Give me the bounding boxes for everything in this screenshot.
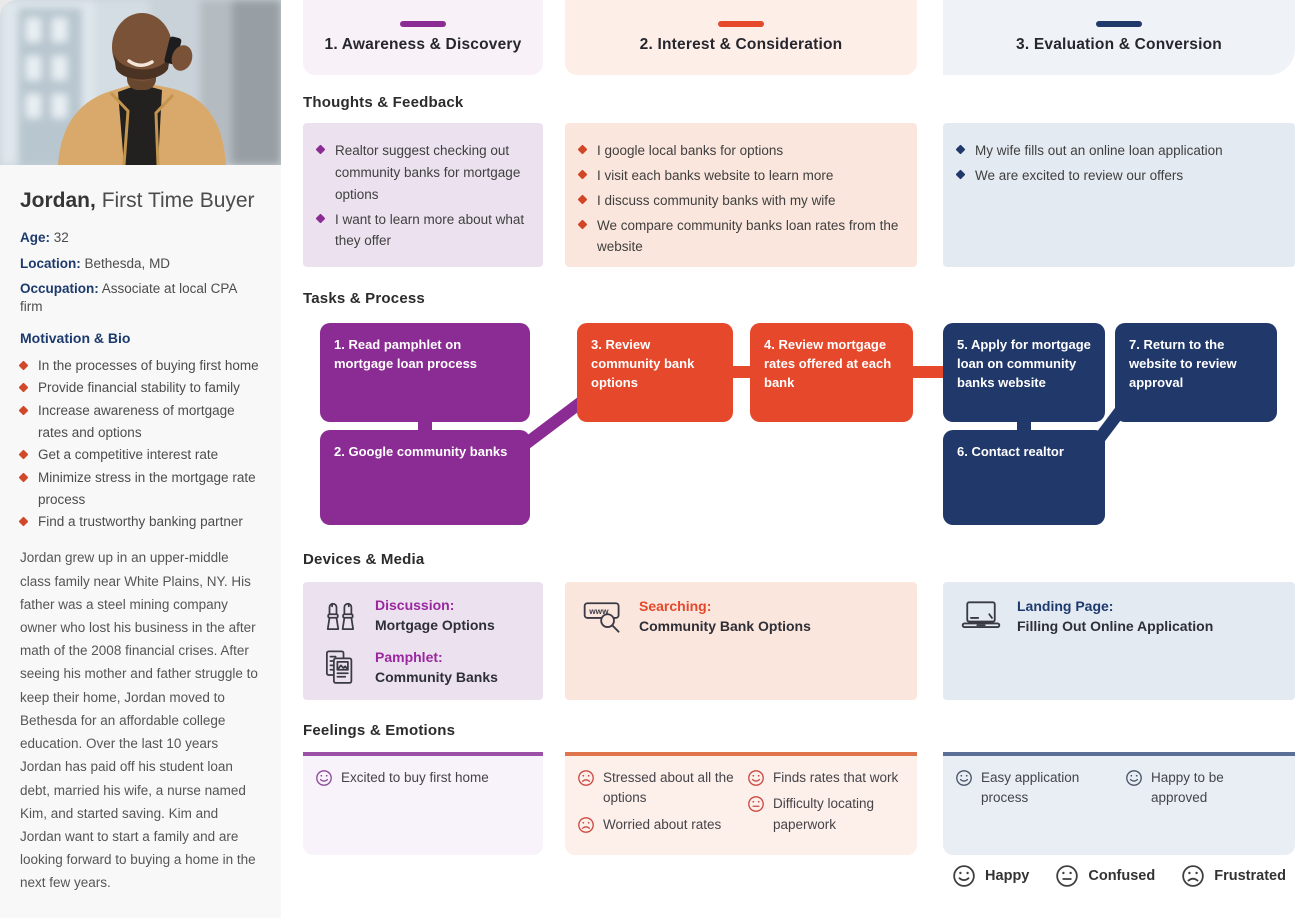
happy-face-icon bbox=[955, 769, 973, 787]
thought-text: My wife fills out an online loan application bbox=[975, 143, 1223, 158]
feelings-subcolumn bbox=[747, 768, 905, 835]
motivation-text: Get a competitive interest rate bbox=[38, 447, 219, 463]
feelings-columns bbox=[577, 768, 905, 835]
persona-details bbox=[0, 165, 281, 918]
stage-header-interest bbox=[565, 0, 917, 75]
motivation-item bbox=[20, 444, 261, 466]
thought-text: We are excited to review our offers bbox=[975, 167, 1184, 183]
stage-accent-bar bbox=[1096, 21, 1142, 27]
diamond-bullet-icon bbox=[316, 213, 326, 223]
motivation-item bbox=[20, 355, 261, 377]
task-connector-3-4 bbox=[731, 366, 752, 378]
motivation-text: In the processes of buying first home bbox=[38, 358, 259, 374]
legend-label: Happy bbox=[985, 868, 1030, 884]
diamond-bullet-icon bbox=[19, 472, 29, 482]
task-box-2: 2. Google community banks bbox=[320, 430, 530, 525]
thought-item bbox=[579, 215, 903, 259]
feelings-box-awareness bbox=[303, 752, 543, 855]
feelings-subcolumn bbox=[577, 768, 735, 835]
diamond-bullet-icon bbox=[19, 405, 29, 415]
feelings-subcolumn bbox=[1125, 768, 1283, 809]
thought-item bbox=[317, 209, 529, 253]
diamond-bullet-icon bbox=[19, 517, 29, 527]
diamond-bullet-icon bbox=[19, 450, 29, 460]
frustrated-face-icon bbox=[577, 816, 595, 834]
persona-photo bbox=[0, 0, 281, 165]
field-occupation-value: Associate at local CPA firm bbox=[20, 281, 237, 314]
discussion-icon bbox=[319, 595, 361, 637]
devices-box-awareness bbox=[303, 582, 543, 700]
device-subtitle: Community Banks bbox=[375, 669, 498, 685]
diamond-bullet-icon bbox=[316, 145, 326, 155]
thought-text: We compare community banks loan rates from the website bbox=[597, 217, 899, 255]
laptop-icon bbox=[959, 595, 1003, 639]
device-item-landing-page bbox=[959, 595, 1279, 639]
feeling-text: Excited to buy first home bbox=[341, 770, 489, 785]
emotion-legend bbox=[943, 864, 1295, 888]
confused-face-icon bbox=[1055, 864, 1079, 888]
device-title: Landing Page: bbox=[1017, 598, 1114, 615]
thought-item bbox=[957, 140, 1281, 162]
field-age bbox=[20, 229, 261, 247]
feeling-text: Stressed about all the options bbox=[603, 770, 734, 806]
feelings-box-evaluation bbox=[943, 752, 1295, 855]
stage-header-evaluation bbox=[943, 0, 1295, 75]
motivation-text: Provide financial stability to family bbox=[38, 380, 240, 396]
thoughts-box-awareness bbox=[303, 123, 543, 267]
diamond-bullet-icon bbox=[19, 383, 29, 393]
stage-accent-bar bbox=[400, 21, 446, 27]
legend-label: Confused bbox=[1088, 868, 1156, 884]
thought-item bbox=[579, 140, 903, 162]
thought-text: Realtor suggest checking out community banks for mortgage options bbox=[335, 143, 521, 202]
device-title: Searching: bbox=[639, 598, 712, 615]
thought-text: I discuss community banks with my wife bbox=[597, 192, 836, 208]
motivation-item bbox=[20, 511, 261, 533]
field-occupation bbox=[20, 280, 261, 315]
diamond-bullet-icon bbox=[578, 219, 588, 229]
device-subtitle: Mortgage Options bbox=[375, 617, 495, 633]
feeling-item bbox=[577, 815, 735, 835]
feeling-item bbox=[1125, 768, 1283, 809]
persona-sidebar bbox=[0, 0, 281, 918]
frustrated-face-icon bbox=[1181, 864, 1205, 888]
task-box-5: 5. Apply for mortgage loan on community banks website bbox=[943, 323, 1105, 422]
device-text bbox=[639, 597, 811, 636]
field-location-label: Location: bbox=[20, 255, 81, 271]
device-item-discussion bbox=[319, 595, 527, 637]
thoughts-box-interest bbox=[565, 123, 917, 267]
field-occupation-label: Occupation: bbox=[20, 281, 99, 297]
section-devices-heading: Devices & Media bbox=[303, 551, 425, 568]
confused-face-icon bbox=[747, 795, 765, 813]
section-thoughts-heading: Thoughts & Feedback bbox=[303, 94, 464, 111]
field-location-value: Bethesda, MD bbox=[84, 255, 171, 271]
task-box-4: 4. Review mortgage rates offered at each bank bbox=[750, 323, 913, 422]
feeling-item bbox=[747, 794, 905, 835]
feeling-text: Happy to be approved bbox=[1151, 770, 1224, 806]
field-location bbox=[20, 255, 261, 273]
feeling-item bbox=[955, 768, 1113, 809]
task-box-7: 7. Return to the website to review approval bbox=[1115, 323, 1277, 422]
diamond-bullet-icon bbox=[19, 361, 29, 371]
device-text bbox=[375, 648, 498, 687]
legend-item-confused bbox=[1055, 864, 1155, 888]
task-box-1: 1. Read pamphlet on mortgage loan process bbox=[320, 323, 530, 422]
diamond-bullet-icon bbox=[956, 169, 966, 179]
feeling-item bbox=[315, 768, 531, 788]
diamond-bullet-icon bbox=[578, 145, 588, 155]
device-text bbox=[1017, 597, 1213, 636]
motivation-item bbox=[20, 377, 261, 399]
persona-subtitle: First Time Buyer bbox=[95, 189, 255, 212]
thought-text: I want to learn more about what they offer bbox=[335, 211, 525, 249]
diamond-bullet-icon bbox=[578, 194, 588, 204]
stage-header-awareness bbox=[303, 0, 543, 75]
www-icon-text: www bbox=[589, 606, 609, 616]
devices-box-evaluation bbox=[943, 582, 1295, 700]
motivation-text: Minimize stress in the mortgage rate process bbox=[38, 469, 256, 507]
feeling-text: Difficulty locating paperwork bbox=[773, 796, 875, 832]
thoughts-box-evaluation bbox=[943, 123, 1295, 267]
task-box-3: 3. Review community bank options bbox=[577, 323, 733, 422]
device-text bbox=[375, 596, 495, 635]
feeling-item bbox=[577, 768, 735, 809]
thought-item bbox=[579, 165, 903, 187]
diamond-bullet-icon bbox=[956, 145, 966, 155]
thought-item bbox=[317, 140, 529, 206]
section-tasks-heading: Tasks & Process bbox=[303, 290, 425, 307]
feelings-subcolumn bbox=[955, 768, 1113, 809]
device-title: Discussion: bbox=[375, 597, 455, 614]
happy-face-icon bbox=[1125, 769, 1143, 787]
stage-label: 1. Awareness & Discovery bbox=[324, 36, 522, 53]
motivation-item bbox=[20, 467, 261, 512]
stage-label: 3. Evaluation & Conversion bbox=[1016, 36, 1222, 53]
happy-face-icon bbox=[747, 769, 765, 787]
legend-label: Frustrated bbox=[1214, 868, 1286, 884]
persona-bio: Jordan grew up in an upper-middle class family near White Plains, NY. His father was a steel mining company owner who lost his business in the after math of the 2008 financial crises. After seeing his mother and father struggle to keep their home, Jordan moved to Bethesda for an affordable college education. Over the last 10 years Jordan has paid off his student loan debt, married his wife, a nurse named Kim, and started saving. Kim and Jordan want to start a family and are looking forward to buying a home in the next few years. bbox=[20, 550, 258, 891]
feeling-text: Finds rates that work bbox=[773, 770, 899, 785]
feelings-columns bbox=[955, 768, 1283, 809]
feeling-text: Worried about rates bbox=[603, 816, 722, 832]
motivation-text: Find a trustworthy banking partner bbox=[38, 514, 243, 530]
happy-face-icon bbox=[952, 864, 976, 888]
persona-photo-illustration bbox=[0, 0, 281, 165]
thought-text: I visit each banks website to learn more bbox=[597, 167, 834, 183]
device-title: Pamphlet: bbox=[375, 649, 443, 666]
feeling-item bbox=[747, 768, 905, 788]
stage-label: 2. Interest & Consideration bbox=[639, 36, 843, 53]
happy-face-icon bbox=[315, 769, 333, 787]
device-item-pamphlet bbox=[319, 647, 527, 689]
legend-item-frustrated bbox=[1181, 864, 1286, 888]
motivation-item bbox=[20, 400, 261, 445]
thought-item bbox=[579, 190, 903, 212]
diamond-bullet-icon bbox=[578, 169, 588, 179]
field-age-value: 32 bbox=[53, 230, 69, 245]
motivation-list bbox=[20, 355, 261, 533]
thought-text: I google local banks for options bbox=[597, 143, 784, 158]
feelings-box-interest bbox=[565, 752, 917, 855]
device-subtitle: Community Bank Options bbox=[639, 618, 811, 634]
device-item-searching bbox=[581, 595, 901, 639]
legend-item-happy bbox=[952, 864, 1029, 888]
motivation-bio-heading: Motivation & Bio bbox=[20, 330, 131, 347]
persona-first-name: Jordan, bbox=[20, 189, 96, 212]
web-search-icon bbox=[581, 595, 625, 639]
feeling-text: Easy application process bbox=[981, 770, 1080, 806]
task-connector-4-5 bbox=[911, 366, 945, 378]
motivation-text: Increase awareness of mortgage rates and options bbox=[38, 402, 235, 440]
device-subtitle: Filling Out Online Application bbox=[1017, 618, 1214, 634]
devices-box-interest bbox=[565, 582, 917, 700]
stage-accent-bar bbox=[718, 21, 764, 27]
pamphlet-icon bbox=[319, 647, 361, 689]
field-age-label: Age: bbox=[20, 230, 50, 245]
frustrated-face-icon bbox=[577, 769, 595, 787]
journey-map-main bbox=[281, 0, 1300, 918]
section-feelings-heading: Feelings & Emotions bbox=[303, 722, 456, 739]
task-box-6: 6. Contact realtor bbox=[943, 430, 1105, 525]
persona-name bbox=[20, 189, 261, 213]
thought-item bbox=[957, 165, 1281, 187]
